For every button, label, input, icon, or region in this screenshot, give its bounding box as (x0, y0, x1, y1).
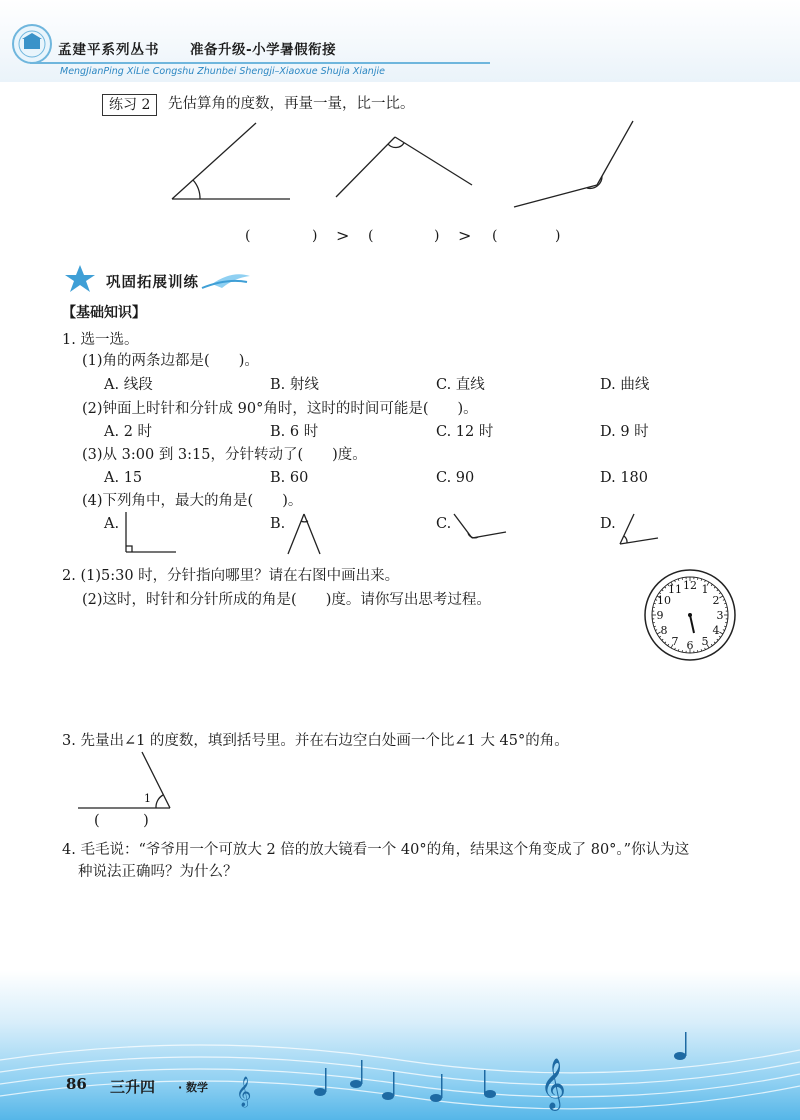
clock-number: 8 (660, 624, 668, 637)
compare-gt-1: > (336, 226, 350, 245)
compare-open-3: ( (492, 228, 498, 244)
q1-part3-opt-b: B. 60 (270, 470, 309, 486)
q1-part4: (4)下列角中，最大的角是( )。 (82, 493, 303, 509)
clock-number: 7 (671, 635, 679, 648)
clock-number: 2 (712, 594, 720, 607)
option-a-right-angle (120, 508, 180, 556)
q2-line1: 2. (1)5:30 时，分针指向哪里？请在右图中画出来。 (62, 568, 400, 584)
clock-number: 10 (657, 594, 671, 607)
q1-part2: (2)钟面上时针和分针成 90°角时，这时的时间可能是( )。 (82, 401, 478, 417)
clock-number: 6 (686, 639, 694, 652)
q1-stem: 1. 选一选。 (62, 332, 139, 348)
q1-part4-opt-d: D. (600, 516, 616, 532)
book-title: 准备升级-小学暑假衔接 (190, 42, 337, 58)
practice-angle-3 (514, 121, 633, 207)
q1-part3-opt-a: A. 15 (104, 470, 143, 486)
svg-text:𝄞: 𝄞 (236, 1077, 252, 1107)
q1-part1-opt-b: B. 射线 (270, 377, 319, 393)
practice-instruction: 先估算角的度数，再量一量，比一比。 (168, 96, 415, 112)
option-c-obtuse-angle (450, 508, 510, 548)
practice-angle-2 (336, 137, 472, 197)
compare-close-2: ) (434, 228, 440, 244)
option-d-acute-angle (614, 508, 664, 552)
compare-close-1: ) (312, 228, 318, 244)
clock-number: 5 (701, 635, 709, 648)
practice-label: 练习 2 (102, 94, 157, 116)
header-rule (30, 62, 490, 64)
clock-number: 11 (668, 583, 682, 596)
q1-part2-opt-c: C. 12 时 (436, 424, 494, 440)
q1-part4-opt-a: A. (104, 516, 120, 532)
q1-part4-opt-c: C. (436, 516, 452, 532)
q1-part2-opt-b: B. 6 时 (270, 424, 319, 440)
section-title: 巩固拓展训练 (106, 275, 199, 291)
q1-part3-opt-c: C. 90 (436, 470, 475, 486)
clock-number: 9 (656, 609, 664, 622)
series-title: 孟建平系列丛书 (58, 42, 160, 58)
q1-part3-opt-d: D. 180 (600, 470, 649, 486)
compare-open-1: ( (245, 228, 251, 244)
page-number: 86 (66, 1075, 87, 1093)
school-badge-icon (10, 22, 54, 66)
compare-close-3: ) (555, 228, 561, 244)
clock-number: 4 (712, 624, 720, 637)
music-notes-icon (0, 1020, 800, 1120)
clock-number: 3 (716, 609, 724, 622)
clock-number: 12 (683, 579, 697, 592)
q1-part1: (1)角的两条边都是( )。 (82, 353, 259, 369)
q1-part1-opt-c: C. 直线 (436, 377, 485, 393)
basic-knowledge-heading: 【基础知识】 (62, 305, 146, 321)
q1-part1-opt-d: D. 曲线 (600, 377, 650, 393)
q1-part4-opt-b: B. (270, 516, 286, 532)
practice-angles-figure (160, 115, 650, 215)
q1-part2-opt-d: D. 9 时 (600, 424, 649, 440)
q4-line1: 4. 毛毛说：“爷爷用一个可放大 2 倍的放大镜看一个 40°的角，结果这个角变成了 80°。”你认为这 (62, 842, 690, 858)
subject-label: · 数学 (178, 1081, 209, 1094)
grade-label: 三升四 (110, 1078, 156, 1096)
compare-gt-2: > (458, 226, 472, 245)
q3-angle-label: 1 (144, 792, 151, 805)
clock-figure[interactable] (642, 567, 738, 663)
q3-blank: ( ) (94, 813, 149, 829)
q3-text: 3. 先量出∠1 的度数，填到括号里。并在右边空白处画一个比∠1 大 45°的角。 (62, 733, 569, 749)
header-subtitle: MengJianPing XiLie Congshu Zhunbei Shengji–Xiaoxue Shujia Xianjie (60, 66, 385, 77)
q1-part3: (3)从 3:00 到 3:15，分针转动了( )度。 (82, 447, 367, 463)
q3-angle-figure (76, 750, 186, 812)
q4-line2: 种说法正确吗？为什么？ (78, 864, 238, 880)
practice-angle-1 (172, 123, 290, 199)
option-b-acute-angle (284, 508, 324, 558)
q1-part2-opt-a: A. 2 时 (104, 424, 153, 440)
clock-number: 1 (701, 583, 709, 596)
svg-text:𝄞: 𝄞 (540, 1058, 567, 1109)
q1-part1-opt-a: A. 线段 (104, 377, 153, 393)
compare-open-2: ( (368, 228, 374, 244)
q2-line2: (2)这时，时针和分针所成的角是( )度。请你写出思考过程。 (82, 592, 491, 608)
